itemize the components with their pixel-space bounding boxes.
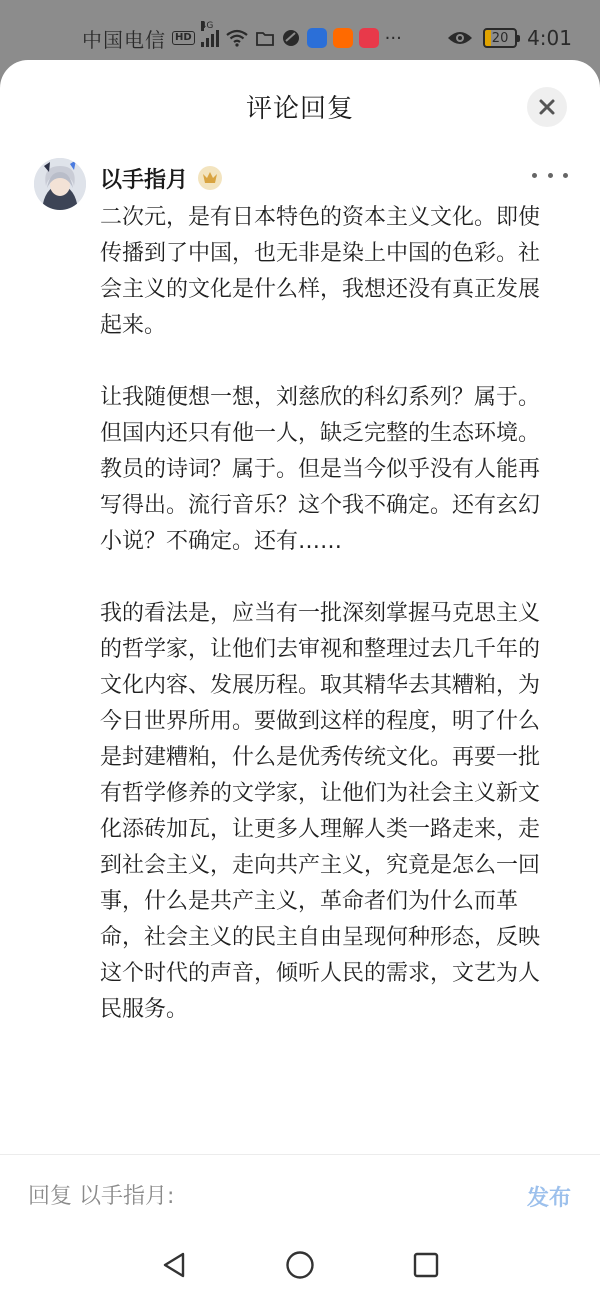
status-right [447, 26, 572, 50]
close-button[interactable] [527, 87, 567, 127]
back-button[interactable] [158, 1249, 190, 1281]
network-type: 4G [200, 21, 214, 31]
comment-paragraph-3: 我的看法是，应当有一批深刻掌握马克思主义的哲学家，让他们去审视和整理过去几千年的文化内容、发展历程。取其精华去其糟粕，为今日世界所用。要做到这样的程度，明了什么是封建糟粕，什么是优秀传统文化。再要一批有哲学修养的文学家，让他们为社会主义新文化添砖加瓦，让更多人理解人类一路走来，走到社会主义，走向共产主义，究竟是怎么一回事，什么是共产主义，革命者们为什么而革命，社会主义的民主自由呈现何种形态，反映这个时代的声音，倾听人民的需求，文艺为人民服务。 [100, 601, 541, 1022]
battery-icon: 20 [483, 28, 517, 48]
close-icon [538, 98, 556, 116]
recents-square-icon [412, 1251, 440, 1279]
home-button[interactable] [284, 1249, 316, 1281]
crown-level-icon [198, 166, 222, 190]
more-notifications-icon: ··· [384, 27, 402, 49]
author-name[interactable]: 以手指月 [100, 167, 189, 193]
publish-button[interactable]: 发布 [527, 1176, 571, 1216]
divider [0, 1154, 600, 1155]
sheet-title: 评论回复 [245, 94, 354, 124]
dot-icon [563, 173, 568, 178]
wifi-icon [225, 29, 249, 47]
carrier-label: 中国电信 [82, 27, 166, 52]
eye-icon [447, 29, 473, 47]
comment-paragraph-2: 让我随便想一想，刘慈欣的科幻系列？属于。但国内还只有他一人，缺乏完整的生态环境。教员的诗词？属于。但是当今似乎没有人能再写得出。流行音乐？这个我不确定。还有玄幻小说？不确定。还有…… [100, 385, 541, 554]
browser-icon [281, 28, 301, 48]
hd-badge: HD [172, 31, 195, 45]
avatar-image-icon [34, 158, 86, 210]
comment-text [100, 200, 560, 1028]
recents-button[interactable] [410, 1249, 442, 1281]
avatar[interactable] [34, 158, 86, 210]
status-left [82, 21, 402, 53]
signal-icon [200, 21, 219, 47]
huawei-mall-icon [359, 28, 379, 48]
back-triangle-icon [161, 1251, 187, 1279]
navigation-bar [0, 1230, 600, 1300]
more-options-button[interactable] [532, 160, 568, 190]
comment-reply-sheet [0, 60, 600, 1300]
comment-paragraph-1: 二次元，是有日本特色的资本主义文化。即使传播到了中国，也无非是染上中国的色彩。社会主义的文化是什么样，我想还没有真正发展起来。 [100, 205, 541, 338]
folder-icon [255, 29, 275, 47]
clock: 4:01 [527, 26, 572, 50]
reply-input[interactable] [28, 1176, 488, 1216]
bulb-app-icon [307, 28, 327, 48]
dot-icon [548, 173, 553, 178]
author-row [100, 158, 222, 198]
home-circle-icon [285, 1250, 315, 1280]
taobao-app-icon [333, 28, 353, 48]
dot-icon [532, 173, 537, 178]
